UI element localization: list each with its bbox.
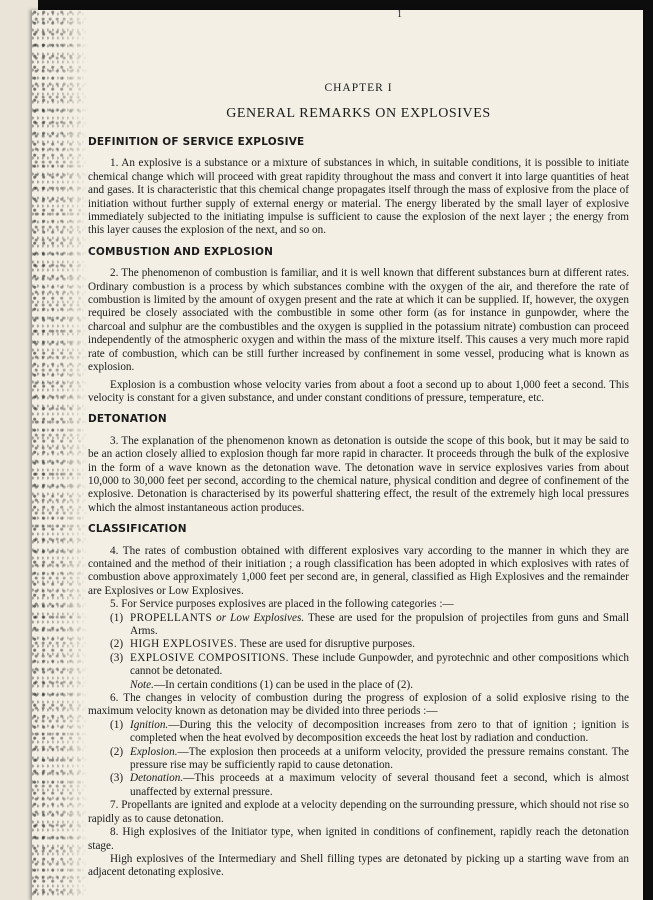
list-item: (1) PROPELLANTS or Low Explosives. These are used for the propulsion of projectiles from guns and Small Arms. (110, 611, 629, 637)
chapter-label: CHAPTER I (324, 82, 393, 94)
periods-list (88, 719, 629, 799)
paragraph-2: 2. The phenomenon of combustion is familiar, and it is well known that different substances burn at different rates. Ordinary combustion is a process by which substances combine with the oxygen of the air, and therefore the rate of combustion is limited by the amount of oxygen present and the rate at which it can be supplied. If, however, the oxygen required be closely associated with the combustible in some other form (as for instance in gunpowder, where the charcoal and sulphur are the combustibles and the oxygen is supplied in the potassium nitrate) combustion can proceed independently of the atmospheric oxygen and within the mass of the mixture itself. This causes a very much more rapid rate of combustion, which can be still further increased by confinement in some vessel, producing what is known as explosion. (88, 267, 629, 374)
heading-combustion: COMBUSTION AND EXPLOSION (88, 245, 274, 258)
paragraph-1: 1. An explosive is a substance or a mixture of substances in which, in suitable conditions, it is possible to initiate chemical change which will proceed with great rapidity throughout the mass and convert it into large quantities of heat and gases. It is characteristic that this chemical change propagates itself through the mass of explosive from the place of initiation without further supply of external energy or material. The energy liberated by the small layer of explosive immediately subjected to the initiating impulse is sufficient to cause the explosion of the next layer ; the energy from this layer causes the explosion of the next, and so on. (88, 157, 629, 237)
paragraph-6: 6. The changes in velocity of combustion during the progress of explosion of a solid explosive rising to the maximum velocity known as detonation may be divided into three periods :— (88, 692, 629, 718)
document-page (32, 10, 643, 900)
paragraph-3: 3. The explanation of the phenomenon known as detonation is outside the scope of this book, but it may be said to be an action closely allied to explosion though far more rapid in character. It proceeds through the bulk of the explosive in the form of a wave known as the detonation wave. The detonation wave in service explosives varies from about 10,000 to 30,000 feet per second, according to the chemical nature, physical condition and degree of confinement of the explosive. Detonation is characterised by its powerful shattering effect, the result of the extremely high local pressures which the almost instantaneous action produces. (88, 434, 629, 514)
paragraph-5: 5. For Service purposes explosives are placed in the following categories :— (110, 598, 454, 611)
heading-detonation: DETONATION (88, 413, 167, 426)
list-item: (2) HIGH EXPLOSIVES. These are used for disruptive purposes. (110, 638, 415, 651)
list-item: (2) Explosion.—The explosion then proceeds at a uniform velocity, provided the pressure remains constant. The pressure rise may be sufficiently rapid to cause detonation. (110, 745, 629, 772)
list-item: (3) EXPLOSIVE COMPOSITIONS. These include Gunpowder, and pyrotechnic and other compositions which cannot be detonated. Note.—In certain conditions (1) can be used in the place of (2). (110, 651, 629, 691)
paragraph-2b: Explosion is a combustion whose velocity varies from about a foot a second up to about 1,000 feet a second. This velocity is constant for a given substance, and under constant conditions of pressure, temperature, etc. (88, 378, 629, 404)
heading-classification: CLASSIFICATION (88, 523, 187, 536)
categories-list (88, 612, 629, 692)
paragraph-9: High explosives of the Intermediary and Shell filling types are detonated by picking up a starting wave from an adjacent detonating explosive. (88, 852, 629, 879)
list-item: (1) Ignition.—During this the velocity of decomposition increases from zero to that of ignition ; ignition is completed when the heat evolved by decomposition exceeds the heat lost by radiation and conduction. (110, 718, 629, 745)
scan-noise-margin (32, 10, 88, 900)
heading-definition: DEFINITION OF SERVICE EXPLOSIVE (88, 136, 305, 148)
page-number: 1 (397, 10, 402, 20)
body-text (88, 136, 629, 880)
paragraph-4: 4. The rates of combustion obtained with different explosives vary according to the manner in which they are contained and the method of their initiation ; a rough classification has been adopted in which explosives with rates of combustion above approximately 1,000 feet per second are, in general, classified as High Explosives and the remainder are Explosives or Low Explosives. (88, 544, 629, 597)
chapter-title: GENERAL REMARKS ON EXPLOSIVES (226, 106, 491, 121)
note-text: —In certain conditions (1) can be used in the place of (2). (153, 678, 414, 691)
paragraph-7: 7. Propellants are ignited and explode at a velocity depending on the surrounding pressure, which should not rise so rapidly as to cause detonation. (88, 799, 629, 825)
list-item: (3) Detonation.—This proceeds at a maximum velocity of several thousand feet a second, which is almost unaffected by external pressure. (110, 772, 629, 798)
paragraph-8: 8. High explosives of the Initiator type, when ignited in conditions of confinement, rapidly reach the detonation stage. (88, 826, 629, 852)
note-label: Note. (130, 678, 154, 691)
